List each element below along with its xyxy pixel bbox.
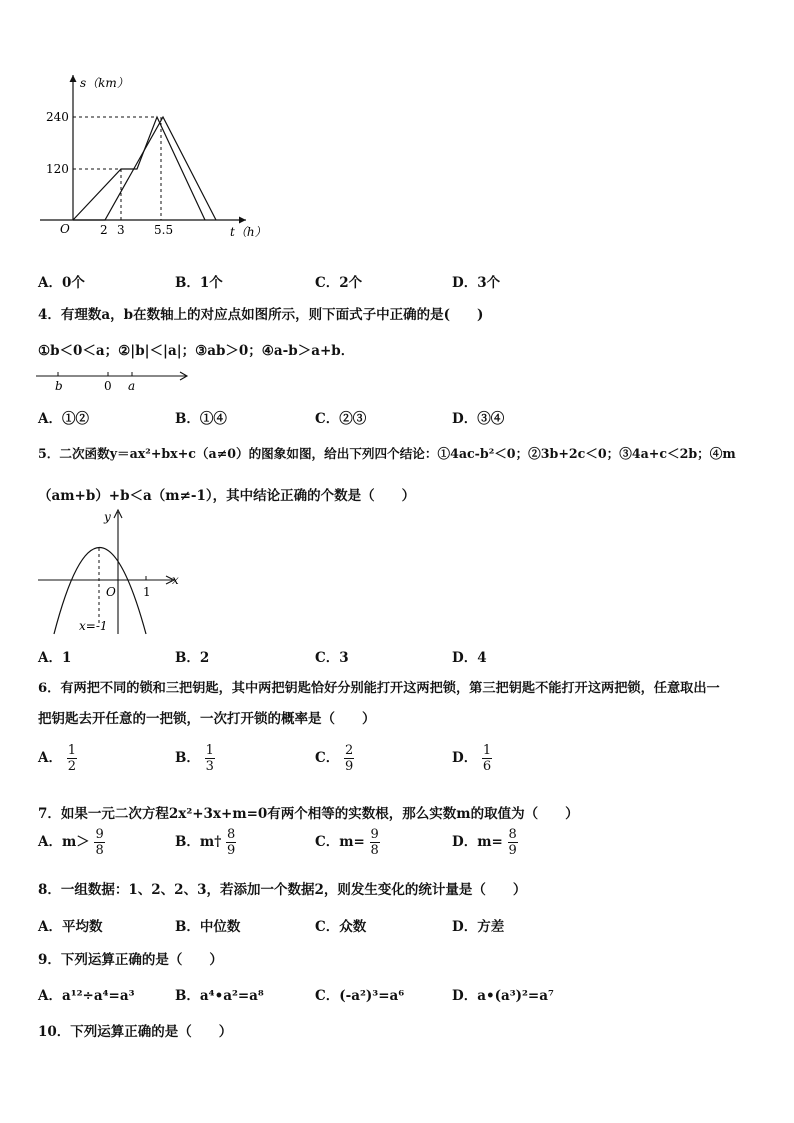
q7-option-d[interactable] bbox=[452, 827, 518, 858]
x-axis-label: t（h） bbox=[230, 225, 267, 239]
q5-stem-line1: 5．二次函数y＝ax²+bx+c（a≠0）的图象如图，给出下列四个结论：①4ac-b²＜0；②3b+2c＜0；③4a+c＜2b；④m bbox=[38, 446, 736, 461]
q6-option-b[interactable] bbox=[175, 743, 215, 774]
q9-option-b[interactable]: B．a⁴•a²=a⁸ bbox=[175, 988, 264, 1004]
q7-option-a-label: A．m＞ bbox=[38, 834, 90, 850]
q9-option-d[interactable]: D．a•(a³)²=a⁷ bbox=[452, 988, 554, 1004]
numerator: 2 bbox=[344, 743, 354, 758]
numerator: 9 bbox=[95, 827, 104, 842]
y-tick-120: 120 bbox=[46, 162, 69, 176]
q7-option-a[interactable] bbox=[38, 827, 105, 858]
q6-option-b-label: B． bbox=[175, 750, 200, 766]
numerator: 1 bbox=[482, 743, 492, 758]
q3-option-a[interactable]: A．0个 bbox=[38, 275, 85, 291]
q6-option-b-fraction bbox=[205, 743, 215, 774]
q7-option-d-fraction bbox=[508, 827, 518, 858]
y-tick-240: 240 bbox=[46, 110, 69, 124]
denominator: 9 bbox=[226, 843, 236, 858]
q5-option-c[interactable]: C．3 bbox=[315, 650, 349, 666]
q6-stem-line1: 6．有两把不同的锁和三把钥匙，其中两把钥匙恰好分别能打开这两把锁，第三把钥匙不能打开这两把锁，任意取出一 bbox=[38, 681, 720, 696]
q8-option-c[interactable]: C．众数 bbox=[315, 919, 367, 935]
denominator: 9 bbox=[344, 759, 354, 774]
numerator: 8 bbox=[508, 827, 517, 842]
q4-option-a[interactable]: A．①② bbox=[38, 411, 89, 427]
q6-option-a-label: A． bbox=[38, 750, 62, 766]
q4-option-b[interactable]: B．①④ bbox=[175, 411, 227, 427]
denominator: 3 bbox=[205, 759, 214, 774]
q7-option-b-label: B．m† bbox=[175, 834, 222, 850]
q3-option-d[interactable]: D．3个 bbox=[452, 275, 501, 291]
q6-option-a-fraction bbox=[67, 743, 77, 774]
q7-stem: 7．如果一元二次方程2x²+3x+m=0有两个相等的实数根，那么实数m的取值为（ ） bbox=[38, 806, 579, 822]
origin-label: O bbox=[60, 222, 70, 236]
q3-option-b[interactable]: B．1个 bbox=[175, 275, 223, 291]
one-label: 1 bbox=[143, 585, 151, 599]
q9-option-c[interactable]: C．(-a²)³=a⁶ bbox=[315, 988, 405, 1004]
y-axis-label: s（km） bbox=[80, 76, 129, 90]
q4-option-c[interactable]: C．②③ bbox=[315, 411, 367, 427]
q6-option-c-label: C． bbox=[315, 750, 340, 766]
q7-option-a-fraction bbox=[94, 827, 104, 858]
q4-option-d[interactable]: D．③④ bbox=[452, 411, 505, 427]
q6-option-d-fraction bbox=[482, 743, 492, 774]
q10-stem: 10．下列运算正确的是（ ） bbox=[38, 1024, 233, 1040]
q8-option-d[interactable]: D．方差 bbox=[452, 919, 505, 935]
q7-option-d-label: D．m= bbox=[452, 834, 503, 850]
q7-option-b-fraction bbox=[226, 827, 236, 858]
q7-option-b[interactable] bbox=[175, 827, 236, 858]
denominator: 8 bbox=[95, 843, 104, 858]
graph-line-2 bbox=[73, 117, 216, 220]
parabola-graph bbox=[34, 506, 184, 636]
q5-option-b[interactable]: B．2 bbox=[175, 650, 210, 666]
numerator: 1 bbox=[205, 743, 214, 758]
q4-stem: 4．有理数a，b在数轴上的对应点如图所示，则下面式子中正确的是( ) bbox=[38, 307, 484, 323]
numerator: 9 bbox=[370, 827, 379, 842]
axis-eq-label: x=-1 bbox=[79, 619, 108, 633]
denominator: 9 bbox=[508, 843, 517, 858]
numerator: 1 bbox=[67, 743, 76, 758]
q6-option-c-fraction bbox=[344, 743, 354, 774]
q6-option-c[interactable] bbox=[315, 743, 354, 774]
q8-stem: 8．一组数据：1、2、2、3，若添加一个数据2，则发生变化的统计量是（ ） bbox=[38, 882, 527, 898]
q6-option-a[interactable] bbox=[38, 743, 77, 774]
q6-option-d-label: D． bbox=[452, 750, 478, 766]
number-line bbox=[34, 366, 194, 394]
q9-option-a[interactable]: A．a¹²÷a⁴=a³ bbox=[38, 988, 135, 1004]
numline-b: b bbox=[55, 379, 63, 393]
x-tick-2: 2 bbox=[100, 223, 108, 237]
x-tick-55: 5.5 bbox=[154, 223, 174, 237]
q9-stem: 9．下列运算正确的是（ ） bbox=[38, 952, 223, 968]
q6-stem-line2: 把钥匙去开任意的一把锁，一次打开锁的概率是（ ） bbox=[38, 711, 376, 727]
q5-option-d[interactable]: D．4 bbox=[452, 650, 487, 666]
q5-option-a[interactable]: A．1 bbox=[38, 650, 72, 666]
denominator: 2 bbox=[67, 759, 76, 774]
q7-option-c[interactable] bbox=[315, 827, 380, 858]
numline-0: 0 bbox=[104, 379, 112, 393]
denominator: 6 bbox=[482, 759, 492, 774]
y-label: y bbox=[104, 510, 111, 524]
x-tick-3: 3 bbox=[117, 223, 125, 237]
q5-stem-line2: （am+b）+b＜a（m≠-1），其中结论正确的个数是（ ） bbox=[38, 488, 416, 504]
q8-option-b[interactable]: B．中位数 bbox=[175, 919, 241, 935]
denominator: 8 bbox=[370, 843, 379, 858]
q7-option-c-label: C．m= bbox=[315, 834, 365, 850]
q7-option-c-fraction bbox=[370, 827, 380, 858]
distance-time-graph bbox=[30, 70, 280, 245]
q4-statements: ①b＜0＜a；②|b|＜|a|；③ab＞0；④a-b＞a+b． bbox=[38, 343, 355, 359]
x-label: x bbox=[172, 573, 179, 587]
origin-label: O bbox=[106, 585, 116, 599]
numerator: 8 bbox=[226, 827, 236, 842]
q8-option-a[interactable]: A．平均数 bbox=[38, 919, 103, 935]
numline-a: a bbox=[128, 379, 136, 393]
q6-option-d[interactable] bbox=[452, 743, 492, 774]
q3-option-c[interactable]: C．2个 bbox=[315, 275, 363, 291]
